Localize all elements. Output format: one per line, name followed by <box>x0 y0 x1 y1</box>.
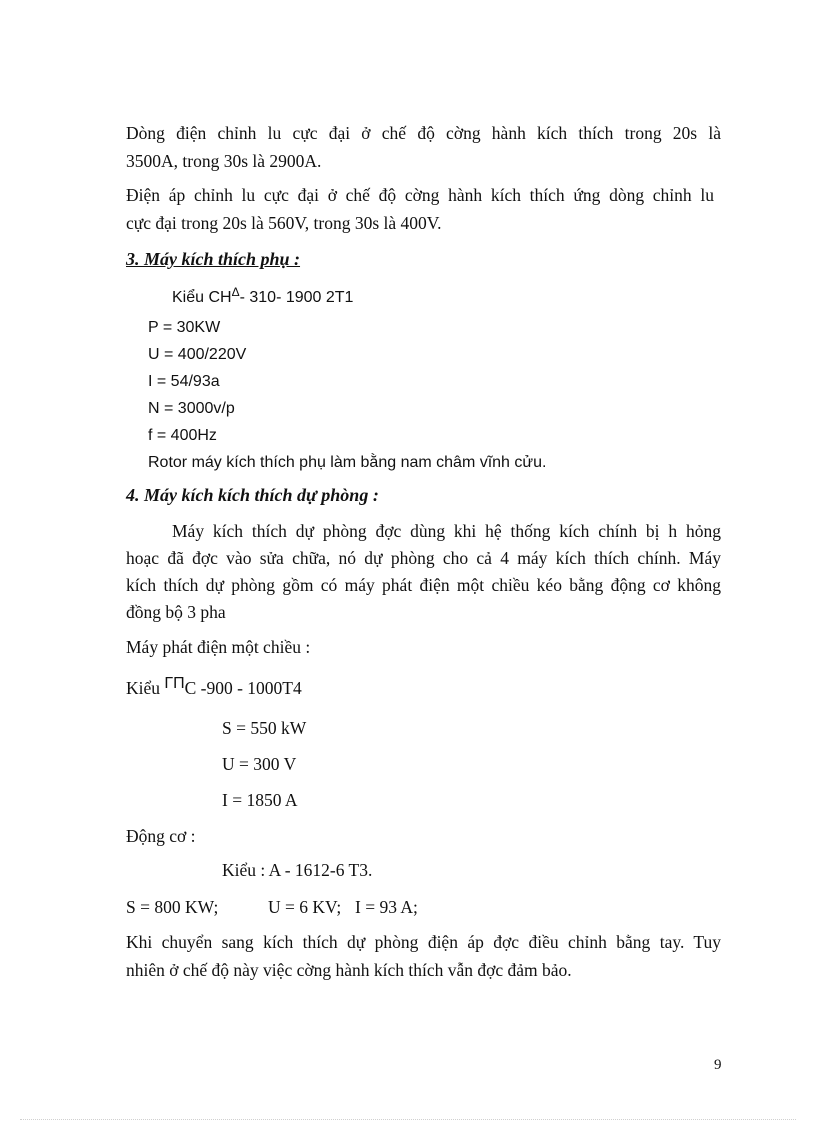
spec-n: N = 3000v/p <box>148 400 235 417</box>
motor-spec-i: I = 93 A; <box>355 897 418 917</box>
spec-f: f = 400Hz <box>148 427 217 444</box>
paragraph-line: hoạc đã đợc vào sửa chữa, nó dự phòng cho cả 4 máy kích thích chính. Máy <box>126 548 721 568</box>
dc-generator-title: Máy phát điện một chiều : <box>126 637 311 657</box>
paragraph-line: Khi chuyển sang kích thích dự phòng điện áp đợc điều chỉnh bằng tay. Tuy <box>126 932 721 952</box>
paragraph-line: kích thích dự phòng gồm có máy phát điện một chiều kéo bằng động cơ không <box>126 575 721 595</box>
bottom-dotted-border <box>20 1119 796 1120</box>
motor-type: Kiểu : A - 1612-6 T3. <box>222 860 373 880</box>
paragraph-line: 3500A, trong 30s là 2900A. <box>126 151 322 171</box>
type-suffix: - 310- 1900 2T1 <box>239 289 354 306</box>
spec-p: P = 30KW <box>148 319 221 336</box>
dc-spec-u: U = 300 V <box>222 754 297 774</box>
paragraph-line: nhiên ở chế độ này việc cờng hành kích thích vẫn đợc đảm bảo. <box>126 960 572 980</box>
dc-spec-i: I = 1850 A <box>222 790 298 810</box>
rotor-note: Rotor máy kích thích phụ làm bằng nam châm vĩnh cửu. <box>148 454 547 471</box>
dc-spec-s: S = 550 kW <box>222 718 307 738</box>
spec-u: U = 400/220V <box>148 346 247 363</box>
type-prefix: Kiểu <box>126 678 165 698</box>
page-number: 9 <box>714 1057 722 1073</box>
motor-spec-u: U = 6 KV; <box>268 897 342 917</box>
section-heading-3: 3. Máy kích thích phụ : <box>126 249 301 269</box>
motor-title: Động cơ : <box>126 826 196 846</box>
aux-exciter-type <box>172 285 354 306</box>
dc-generator-type <box>126 675 302 698</box>
spec-i: I = 54/93a <box>148 373 220 390</box>
section-heading-4: 4. Máy kích kích thích dự phòng : <box>126 485 379 505</box>
paragraph-line: Máy kích thích dự phòng đợc dùng khi hệ thống kích chính bị h hỏng <box>172 521 721 541</box>
paragraph-line: cực đại trong 20s là 560V, trong 30s là 400V. <box>126 213 442 233</box>
type-suffix: C -900 - 1000T4 <box>184 678 302 698</box>
paragraph-line: Dòng điện chỉnh lu cực đại ở chế độ cờng hành kích thích trong 20s là <box>126 123 721 143</box>
motor-spec-s: S = 800 KW; <box>126 897 219 917</box>
paragraph-line: Điện áp chỉnh lu cực đại ở chế độ cờng hành kích thích ứng dòng chỉnh lu <box>126 185 714 205</box>
gp-symbol: ГП <box>164 675 185 692</box>
type-prefix: Kiểu CH <box>172 289 232 306</box>
paragraph-line: đồng bộ 3 pha <box>126 602 226 622</box>
delta-symbol: Δ <box>231 285 240 299</box>
